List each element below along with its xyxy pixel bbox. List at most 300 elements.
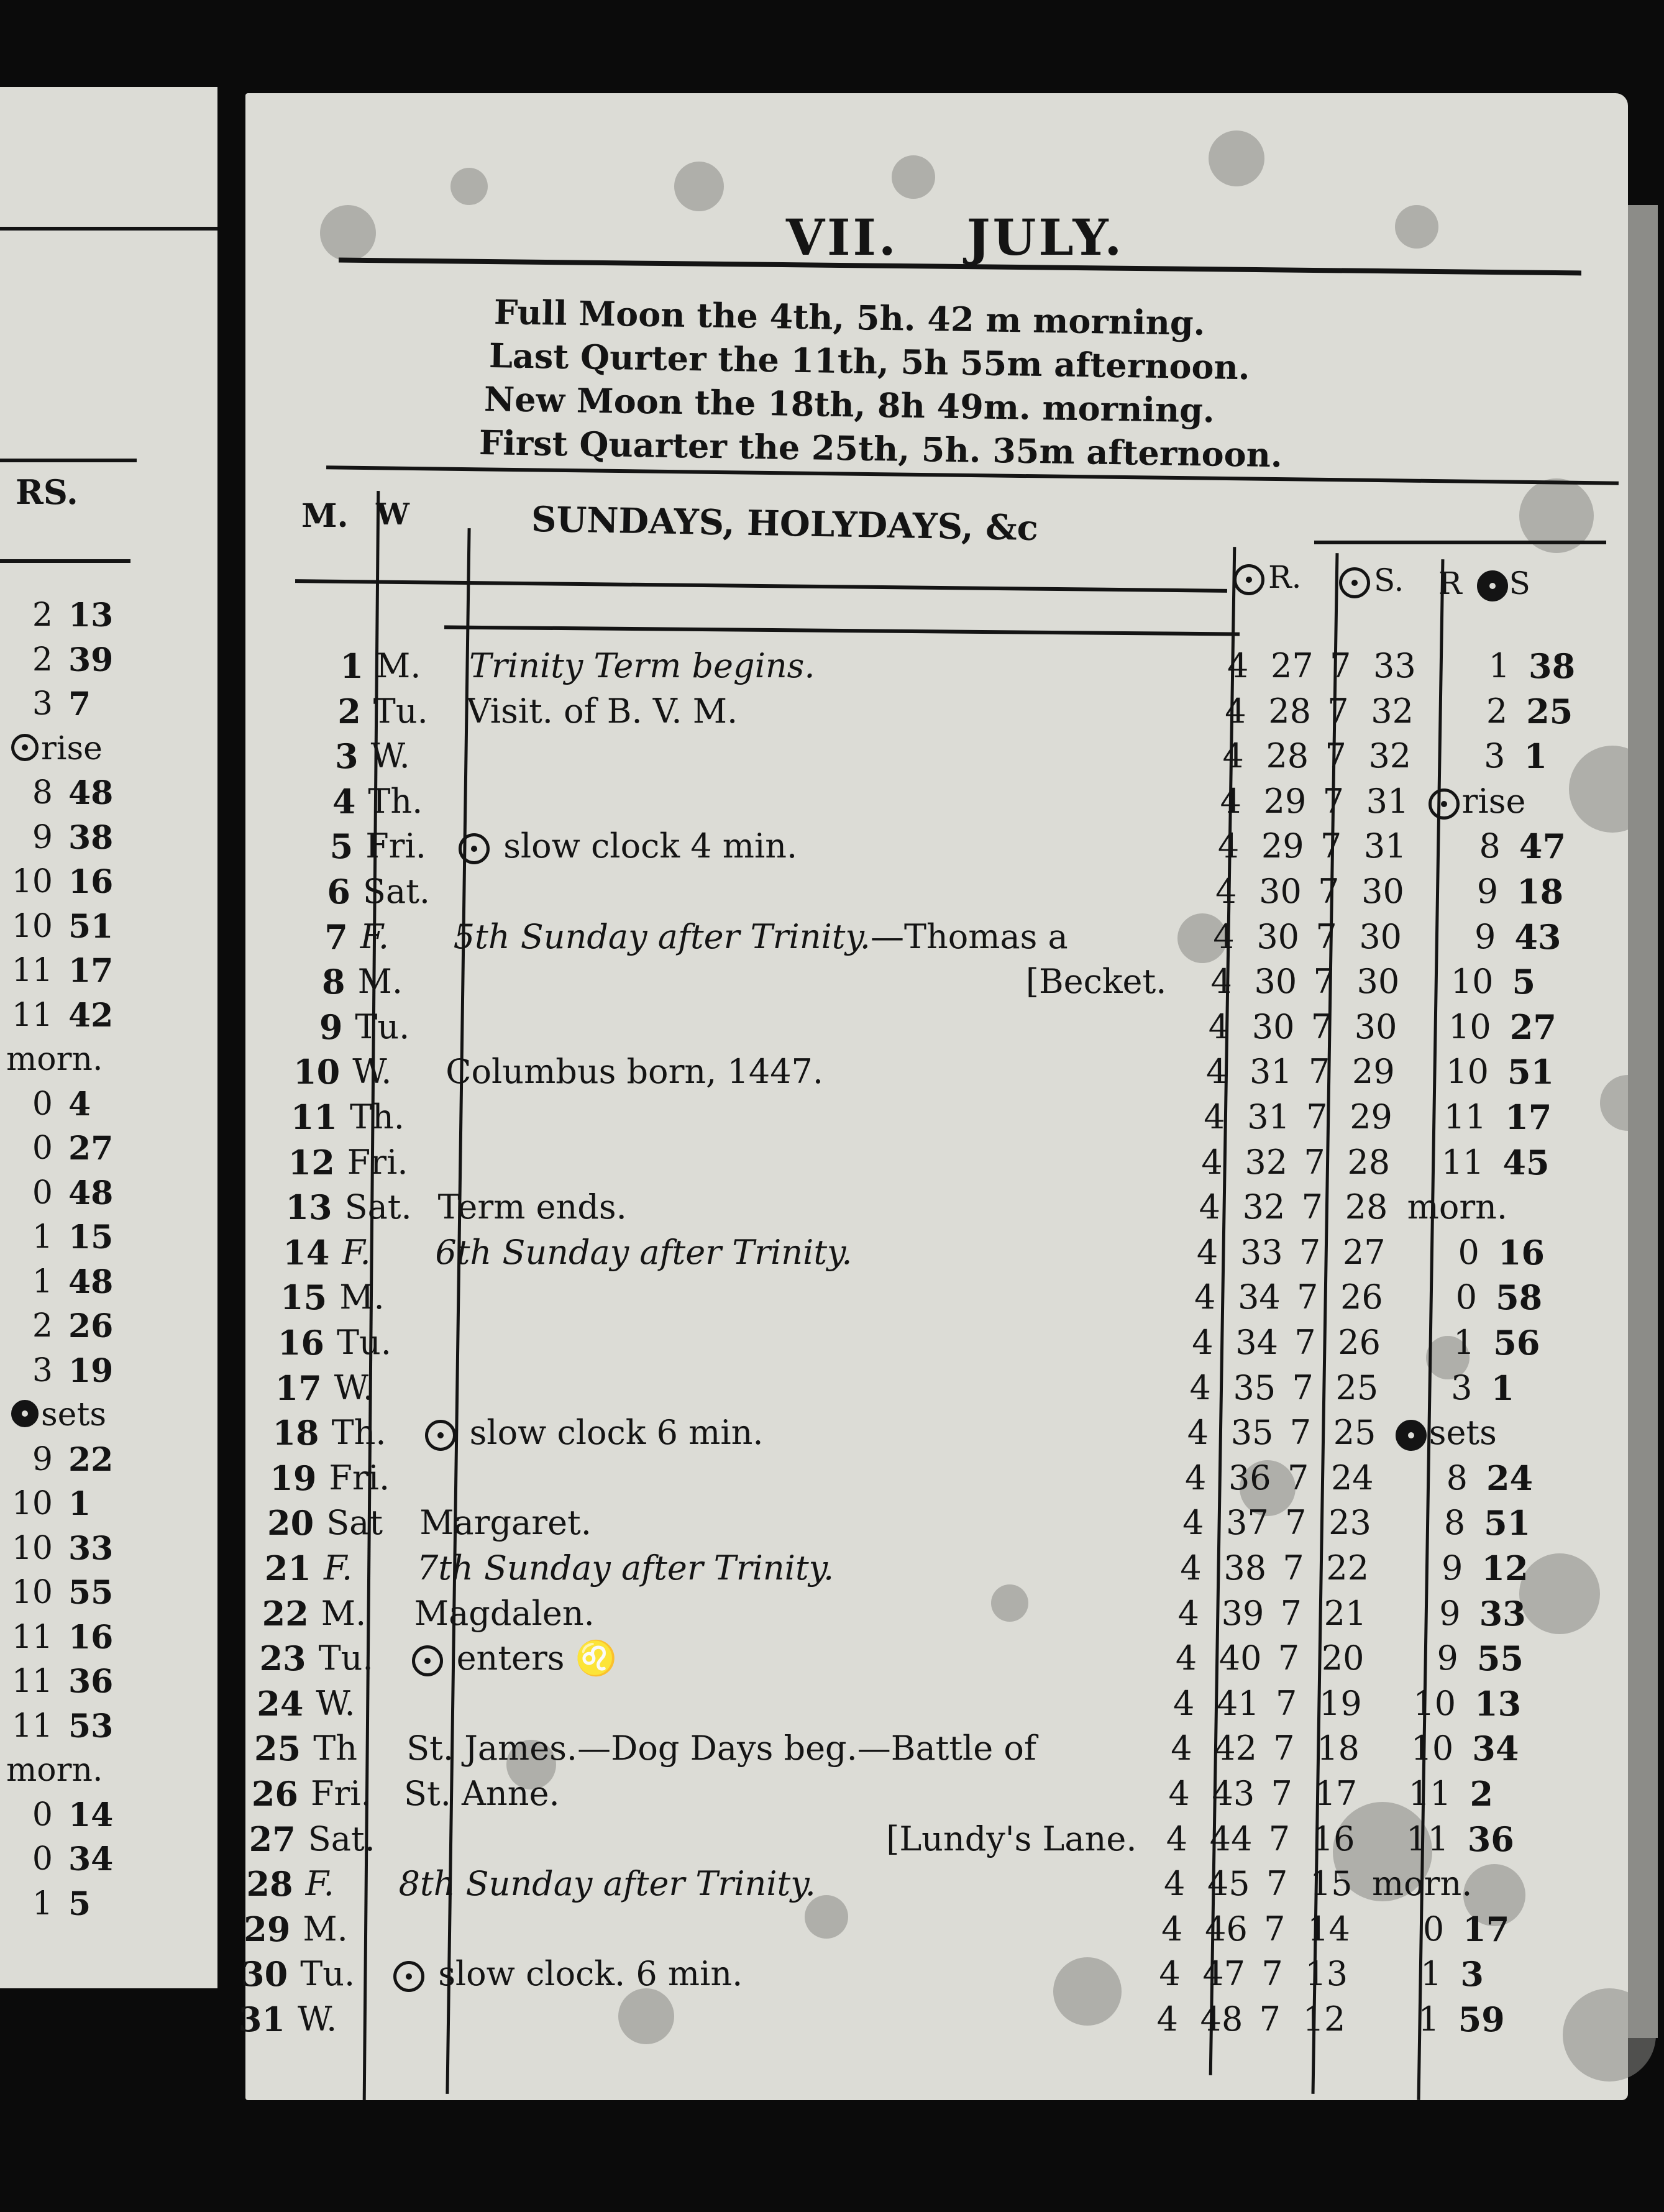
sun-rise-hour: 4 xyxy=(1184,1458,1207,1497)
moon-min: 34 xyxy=(1472,1729,1519,1769)
moon-hour: 1 xyxy=(1418,1999,1440,2039)
day-of-week: W. xyxy=(316,1683,355,1723)
moon-min: 27 xyxy=(1509,1007,1557,1047)
sun-icon xyxy=(1429,788,1460,820)
sun-set-hour: 7 xyxy=(1322,781,1345,821)
left-min: 34 xyxy=(68,1840,114,1878)
left-hour: 0 xyxy=(32,1796,53,1834)
moon-hour: 2 xyxy=(1486,691,1508,731)
sun-rise-hour: 4 xyxy=(1215,872,1237,911)
sun-set-hour: 7 xyxy=(1306,1097,1328,1136)
left-hour: 0 xyxy=(32,1085,53,1123)
moon-phase-line: First Quarter the 25th, 5h. 35m afternoon. xyxy=(478,423,1283,475)
moon-rs-text xyxy=(1396,1413,1497,1452)
sun-rise-hour: 4 xyxy=(1210,962,1232,1002)
left-row xyxy=(0,596,137,634)
calendar-row xyxy=(245,1413,1628,1454)
event-italic: 5th Sunday after Trinity. xyxy=(453,916,871,956)
event-label: Magdalen. xyxy=(414,1593,595,1633)
sun-set-min: 14 xyxy=(1307,1909,1350,1949)
left-hour: 2 xyxy=(32,1307,53,1345)
header-m: M. xyxy=(301,497,349,535)
calendar-row xyxy=(245,1638,1628,1680)
left-hour: 11 xyxy=(11,1707,53,1745)
left-hour: 1 xyxy=(32,1263,53,1300)
day-of-month: 26 xyxy=(251,1774,298,1814)
sun-rise-min: 44 xyxy=(1209,1819,1253,1858)
sun-rise-hour: 4 xyxy=(1168,1774,1190,1813)
sun-set-hour: 7 xyxy=(1282,1548,1304,1588)
left-min: 48 xyxy=(68,1263,114,1301)
paper-stain xyxy=(1395,205,1438,249)
sun-set-min: 13 xyxy=(1305,1954,1348,1994)
day-of-week: M. xyxy=(321,1593,367,1633)
left-min: 42 xyxy=(68,996,114,1035)
sun-rise-min: 31 xyxy=(1247,1097,1290,1136)
moon-min: 1 xyxy=(1524,736,1548,777)
left-hour: 11 xyxy=(11,1618,53,1656)
previous-page-fragment xyxy=(0,87,217,1988)
day-of-week: Th. xyxy=(368,781,423,821)
event-text xyxy=(438,1187,627,1227)
day-of-month: 23 xyxy=(259,1638,306,1679)
calendar-row xyxy=(245,1594,1628,1635)
calendar-row xyxy=(245,782,1628,823)
left-row xyxy=(0,641,137,679)
day-of-week: M. xyxy=(339,1277,385,1317)
sun-set-min: 22 xyxy=(1326,1548,1369,1588)
moon-min: 51 xyxy=(1484,1503,1531,1543)
day-of-week: F. xyxy=(342,1232,371,1272)
day-of-week: Sat xyxy=(326,1503,383,1543)
day-of-month: 21 xyxy=(264,1548,311,1588)
moon-hour: 9 xyxy=(1442,1548,1463,1588)
event-label: 8th Sunday after Trinity. xyxy=(398,1864,816,1904)
moon-min: 55 xyxy=(1476,1638,1524,1679)
calendar-row xyxy=(245,1729,1628,1770)
sun-set-hour: 7 xyxy=(1304,1142,1325,1182)
event-text xyxy=(469,646,815,685)
moon-min: 5 xyxy=(1512,962,1536,1002)
moon-hour: 9 xyxy=(1474,916,1496,956)
left-min: 16 xyxy=(68,863,114,901)
sun-rise-min: 28 xyxy=(1266,736,1309,776)
day-of-week: F. xyxy=(324,1548,353,1588)
event-text xyxy=(435,1233,852,1272)
sun-rise-hour: 4 xyxy=(1204,1097,1225,1136)
moon-hour: 10 xyxy=(1413,1683,1456,1723)
sun-rise-min: 27 xyxy=(1271,646,1314,685)
calendar-row xyxy=(245,1819,1628,1860)
left-min: 16 xyxy=(68,1618,114,1657)
sun-set-min: 27 xyxy=(1342,1232,1386,1272)
event-label: 7th Sunday after Trinity. xyxy=(417,1548,834,1588)
sun-set-hour: 7 xyxy=(1299,1232,1321,1272)
sun-rise-min: 39 xyxy=(1221,1593,1264,1633)
sun-rise-hour: 4 xyxy=(1196,1232,1218,1272)
sun-rise-min: 30 xyxy=(1254,962,1297,1002)
left-row xyxy=(0,1174,137,1212)
sun-rise-hour: 4 xyxy=(1156,1999,1178,2039)
day-of-week: Tu. xyxy=(337,1323,391,1362)
day-of-week: M. xyxy=(303,1909,348,1949)
left-row xyxy=(0,863,137,900)
moon-hour: 11 xyxy=(1441,1142,1484,1182)
sun-rise-min: 34 xyxy=(1238,1277,1281,1317)
moon-min: 1 xyxy=(1491,1368,1515,1408)
rule xyxy=(0,459,137,462)
left-row xyxy=(0,1530,137,1567)
day-of-month: 8 xyxy=(322,962,345,1002)
day-of-month: 5 xyxy=(329,826,354,867)
sun-set-min: 25 xyxy=(1333,1413,1376,1453)
sun-rise-min: 34 xyxy=(1235,1323,1279,1362)
left-hour: 0 xyxy=(32,1174,53,1212)
calendar-row xyxy=(245,1864,1628,1905)
day-of-week: Sat. xyxy=(344,1187,412,1227)
moon-hour: 9 xyxy=(1437,1638,1458,1678)
sun-rise-hour: 4 xyxy=(1199,1187,1220,1227)
left-min: 1 xyxy=(68,1485,91,1523)
sun-set-hour: 7 xyxy=(1266,1864,1288,1904)
sun-set-hour: 7 xyxy=(1292,1368,1314,1407)
calendar-row xyxy=(245,1277,1628,1319)
left-row xyxy=(0,1796,137,1834)
moon-hour: 9 xyxy=(1476,872,1499,911)
page-title xyxy=(786,208,1124,267)
sun-set-min: 31 xyxy=(1363,826,1407,866)
moon-min: 24 xyxy=(1486,1458,1534,1498)
event-text xyxy=(886,1819,1136,1858)
left-row xyxy=(0,1619,137,1656)
left-row xyxy=(0,1663,137,1700)
left-hour: 10 xyxy=(11,863,53,900)
event-text xyxy=(467,692,738,731)
sun-set-min: 29 xyxy=(1350,1097,1392,1136)
sun-set-min: 32 xyxy=(1371,691,1414,731)
sun-rise-min: 48 xyxy=(1200,1999,1243,2039)
moon-rs-label: morn. xyxy=(1407,1187,1508,1227)
sun-set-min: 31 xyxy=(1366,781,1409,821)
left-min: 48 xyxy=(68,1174,114,1212)
moon-hour: 0 xyxy=(1455,1277,1478,1317)
day-of-week: Sat. xyxy=(363,872,431,911)
day-of-week: Th. xyxy=(350,1097,405,1136)
sun-rise-hour: 4 xyxy=(1225,691,1246,731)
left-row-text: morn. xyxy=(6,1752,103,1789)
left-row xyxy=(0,908,137,945)
moon-min: 56 xyxy=(1493,1323,1540,1363)
left-header: RS. xyxy=(16,472,78,512)
sun-set-hour: 7 xyxy=(1287,1458,1309,1497)
calendar-row xyxy=(245,826,1628,867)
sun-set-hour: 7 xyxy=(1313,962,1335,1002)
left-hour: 2 xyxy=(32,641,53,679)
day-of-month: 25 xyxy=(254,1729,301,1769)
event-label: slow clock 6 min. xyxy=(469,1413,764,1453)
paper-stain xyxy=(674,162,724,211)
left-row xyxy=(0,1307,137,1345)
header-moon-rs xyxy=(1438,565,1530,601)
event-label: Trinity Term begins. xyxy=(469,646,815,685)
moon-min: 12 xyxy=(1481,1548,1529,1588)
sun-set-hour: 7 xyxy=(1315,916,1337,956)
sun-rise-hour: 4 xyxy=(1182,1503,1204,1543)
sun-rise-hour: 4 xyxy=(1161,1909,1183,1949)
left-row xyxy=(0,1263,137,1300)
moon-min: 47 xyxy=(1519,826,1566,867)
moon-icon xyxy=(1477,570,1508,601)
event-text xyxy=(459,826,797,866)
event-text xyxy=(425,1413,764,1452)
calendar-row xyxy=(245,1097,1628,1138)
left-min: 39 xyxy=(68,641,114,679)
sun-set-min: 30 xyxy=(1354,1007,1397,1046)
sun-set-min: 19 xyxy=(1319,1683,1362,1723)
sun-rise-hour: 4 xyxy=(1201,1142,1223,1182)
sun-set-min: 28 xyxy=(1347,1142,1391,1182)
moon-icon xyxy=(1396,1420,1427,1451)
left-hour: 3 xyxy=(32,1351,53,1389)
moon-min: 18 xyxy=(1517,872,1564,912)
sun-rise-hour: 4 xyxy=(1166,1819,1188,1858)
sun-rise-hour: 4 xyxy=(1192,1323,1214,1362)
left-row xyxy=(0,1840,137,1878)
moon-hour: 8 xyxy=(1479,826,1501,866)
calendar-row xyxy=(245,1548,1628,1589)
sun-set-hour: 7 xyxy=(1264,1909,1286,1949)
left-min: 7 xyxy=(68,685,91,723)
day-of-week: F. xyxy=(360,916,390,956)
sun-set-hour: 7 xyxy=(1261,1954,1283,1994)
sun-set-min: 30 xyxy=(1361,872,1404,911)
sun-rise-hour: 4 xyxy=(1175,1638,1197,1678)
moon-min: 58 xyxy=(1496,1277,1543,1318)
left-hour: 2 xyxy=(32,596,53,634)
title-numeral: VII. xyxy=(786,208,898,267)
moon-hour: 10 xyxy=(1446,1052,1489,1092)
event-text xyxy=(399,1864,816,1903)
sun-set-min: 21 xyxy=(1323,1593,1367,1633)
left-row xyxy=(0,774,137,811)
sun-set-hour: 7 xyxy=(1327,691,1349,731)
left-hour: 8 xyxy=(32,774,53,811)
sun-set-hour: 7 xyxy=(1259,1999,1281,2039)
calendar-row xyxy=(245,917,1628,958)
event-text xyxy=(393,1954,743,1993)
moon-hour: 9 xyxy=(1439,1593,1461,1633)
sun-rise-hour: 4 xyxy=(1194,1277,1216,1317)
moon-min: 51 xyxy=(1507,1052,1555,1092)
day-of-week: Th xyxy=(313,1729,357,1768)
event-text xyxy=(1026,962,1167,1001)
sun-rise-hour: 4 xyxy=(1205,1052,1228,1092)
day-of-month: 17 xyxy=(275,1368,322,1408)
day-of-month: 1 xyxy=(340,646,363,686)
moon-min: 13 xyxy=(1474,1683,1522,1724)
sun-set-hour: 7 xyxy=(1280,1593,1302,1633)
left-min: 27 xyxy=(68,1130,114,1168)
day-of-week: W. xyxy=(352,1052,392,1092)
event-label: enters ♌ xyxy=(456,1638,617,1678)
moon-hour: 3 xyxy=(1451,1368,1473,1407)
moon-min: 33 xyxy=(1479,1593,1526,1634)
rule xyxy=(0,559,130,563)
left-hour: 9 xyxy=(32,818,53,856)
sun-set-hour: 7 xyxy=(1318,872,1340,911)
moon-min: 45 xyxy=(1502,1142,1550,1182)
moon-min: 17 xyxy=(1505,1097,1552,1137)
header-sun-sets-label: S. xyxy=(1374,562,1404,598)
sun-rise-min: 33 xyxy=(1240,1232,1283,1272)
calendar-row xyxy=(245,1233,1628,1274)
sun-rise-hour: 4 xyxy=(1173,1683,1195,1723)
event-label: slow clock 4 min. xyxy=(503,826,798,866)
calendar-row xyxy=(245,646,1628,687)
left-min: 55 xyxy=(68,1574,114,1612)
day-of-month: 19 xyxy=(270,1458,317,1498)
day-of-month: 6 xyxy=(327,872,350,912)
sun-set-hour: 7 xyxy=(1294,1323,1316,1362)
sun-set-hour: 7 xyxy=(1297,1277,1319,1317)
moon-min: 43 xyxy=(1514,916,1561,957)
day-of-week: Tu. xyxy=(300,1954,355,1994)
left-hour: 11 xyxy=(11,952,53,989)
sun-set-min: 16 xyxy=(1312,1819,1355,1858)
day-of-month: 9 xyxy=(319,1007,343,1047)
moon-phase-line: New Moon the 18th, 8h 49m. morning. xyxy=(483,379,1215,431)
left-row xyxy=(0,1396,137,1433)
moon-min: 16 xyxy=(1497,1232,1545,1273)
moon-min: 2 xyxy=(1470,1774,1494,1814)
header-sun-rises-label: R. xyxy=(1268,559,1302,595)
left-row xyxy=(0,1752,137,1789)
day-of-week: Fri. xyxy=(311,1774,372,1813)
left-row xyxy=(0,952,137,989)
left-min: 14 xyxy=(68,1796,114,1834)
left-min: 22 xyxy=(68,1440,114,1479)
sun-set-min: 28 xyxy=(1345,1187,1388,1227)
sun-rise-min: 43 xyxy=(1212,1774,1255,1813)
sun-rise-hour: 4 xyxy=(1171,1729,1192,1768)
sun-rise-min: 47 xyxy=(1202,1954,1246,1994)
moon-hour: 8 xyxy=(1446,1458,1468,1497)
rule-header-bottom xyxy=(295,579,1227,593)
header-events: SUNDAYS, HOLYDAYS, &c xyxy=(531,498,1039,549)
sun-set-min: 29 xyxy=(1351,1052,1395,1092)
calendar-row xyxy=(245,872,1628,913)
sun-icon xyxy=(412,1645,443,1676)
sun-set-min: 23 xyxy=(1328,1503,1371,1543)
sun-rise-min: 42 xyxy=(1214,1729,1257,1768)
calendar-row xyxy=(245,1458,1628,1499)
event-label: St. Anne. xyxy=(404,1774,560,1813)
calendar-row xyxy=(245,962,1628,1003)
sun-rise-min: 29 xyxy=(1263,781,1307,821)
sun-rise-min: 35 xyxy=(1230,1413,1274,1453)
sun-rise-hour: 4 xyxy=(1220,781,1242,821)
day-of-week: W. xyxy=(334,1368,374,1407)
day-of-month: 27 xyxy=(249,1819,296,1859)
rule-header-bottom2 xyxy=(444,625,1240,636)
moon-phase-line: Full Moon the 4th, 5h. 42 m morning. xyxy=(493,292,1205,343)
sun-rise-hour: 4 xyxy=(1177,1593,1199,1633)
left-hour: 10 xyxy=(11,1485,53,1522)
day-of-week: W. xyxy=(370,736,410,776)
sun-rise-hour: 4 xyxy=(1163,1864,1186,1904)
event-rest: —Thomas a xyxy=(870,916,1068,956)
day-of-week: M. xyxy=(357,962,403,1002)
sun-set-min: 18 xyxy=(1317,1729,1360,1768)
page-edge xyxy=(1628,205,1658,2038)
sun-set-hour: 7 xyxy=(1289,1413,1312,1453)
calendar-row xyxy=(245,1007,1628,1048)
left-min: 53 xyxy=(68,1707,114,1745)
moon-hour: 11 xyxy=(1408,1774,1451,1813)
left-min: 13 xyxy=(68,596,114,634)
left-hour: 10 xyxy=(11,907,53,945)
day-of-month: 4 xyxy=(332,781,356,821)
event-text xyxy=(412,1638,617,1678)
moon-min: 38 xyxy=(1529,646,1576,686)
left-row xyxy=(0,1218,137,1256)
header-w: W xyxy=(376,497,409,532)
left-hour: 3 xyxy=(32,685,53,723)
left-min: 15 xyxy=(68,1218,114,1256)
sun-set-min: 30 xyxy=(1356,962,1400,1002)
left-row-text: sets xyxy=(41,1396,107,1433)
title-month: JULY. xyxy=(966,208,1125,267)
sun-set-min: 26 xyxy=(1338,1323,1381,1362)
moon-hour: 10 xyxy=(1448,1007,1491,1046)
day-of-month: 13 xyxy=(285,1187,332,1228)
moon-hour: 1 xyxy=(1453,1323,1475,1362)
left-min: 33 xyxy=(68,1529,114,1568)
sun-set-hour: 7 xyxy=(1278,1638,1300,1678)
left-row-text: morn. xyxy=(6,1041,103,1078)
left-min: 5 xyxy=(68,1885,91,1923)
event-text xyxy=(404,1774,560,1813)
sun-set-hour: 7 xyxy=(1285,1503,1307,1543)
day-of-week: Sat. xyxy=(308,1819,375,1858)
left-row xyxy=(0,1352,137,1389)
sun-icon xyxy=(1339,567,1370,598)
moon-rs-text xyxy=(1372,1864,1472,1903)
paper-stain xyxy=(892,155,935,199)
sun-icon xyxy=(393,1961,424,1992)
day-of-month: 12 xyxy=(288,1142,335,1182)
left-min: 36 xyxy=(68,1663,114,1701)
left-row xyxy=(0,997,137,1034)
left-hour: 11 xyxy=(11,996,53,1034)
day-of-week: Fri. xyxy=(329,1458,390,1497)
sun-rise-min: 30 xyxy=(1256,916,1300,956)
moon-hour: 3 xyxy=(1484,736,1506,776)
left-min: 26 xyxy=(68,1307,114,1345)
event-label: slow clock. 6 min. xyxy=(438,1954,743,1994)
day-of-week: Fri. xyxy=(347,1142,408,1182)
sun-rise-hour: 4 xyxy=(1213,916,1235,956)
sun-set-hour: 7 xyxy=(1310,1007,1333,1046)
day-of-week: Tu. xyxy=(318,1638,373,1678)
day-of-week: M. xyxy=(376,646,421,685)
moon-min: 59 xyxy=(1458,1999,1505,2039)
day-of-month: 28 xyxy=(246,1864,293,1904)
moon-min: 17 xyxy=(1463,1909,1510,1949)
calendar-row xyxy=(245,1187,1628,1228)
header-sun-sets xyxy=(1339,562,1404,598)
header-moon-s: S xyxy=(1509,565,1530,601)
